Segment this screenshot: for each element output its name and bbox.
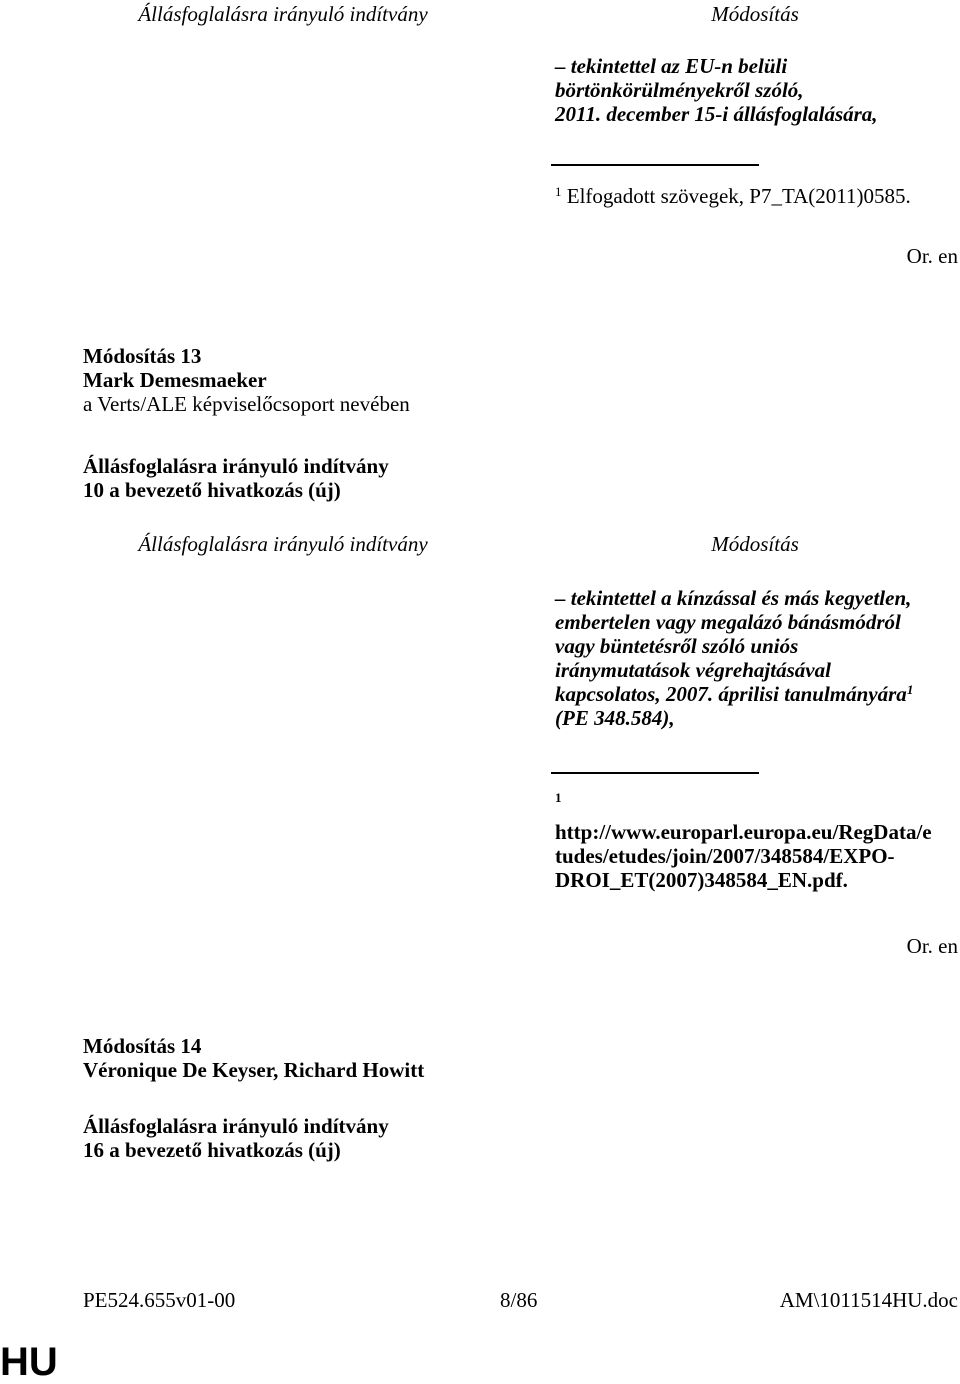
text-line: iránymutatások végrehajtásával — [555, 658, 831, 682]
document-reference: Állásfoglalásra irányuló indítvány — [83, 454, 389, 478]
citation-reference: 10 a bevezető hivatkozás (új) — [83, 478, 341, 502]
original-language: Or. en — [906, 934, 958, 958]
text-line: vagy büntetésről szóló uniós — [555, 634, 799, 658]
text-line-with-note — [555, 682, 913, 706]
text-line: – tekintettel a kínzással és más kegyetlen, — [555, 586, 912, 610]
text-line: (PE 348.584), — [555, 706, 675, 730]
column-header-amendment: Módosítás — [711, 532, 799, 556]
footnote — [555, 184, 911, 208]
footer-page-number: 8/86 — [500, 1288, 538, 1312]
footnote-line: tudes/etudes/join/2007/348584/EXPO- — [555, 844, 895, 868]
amendment-14-reference — [83, 1114, 389, 1162]
column-header-motion: Állásfoglalásra irányuló indítvány — [138, 2, 428, 26]
footnote-separator — [551, 772, 759, 774]
document-reference: Állásfoglalásra irányuló indítvány — [83, 1114, 389, 1138]
footnote-mark-line — [555, 790, 562, 814]
amendment-14-header — [83, 1034, 424, 1082]
footnote-text — [555, 820, 932, 892]
column-header-amendment: Módosítás — [711, 2, 799, 26]
amendment-author: Mark Demesmaeker — [83, 368, 267, 392]
amendment-13-reference — [83, 454, 389, 502]
amendment-13-header — [83, 344, 410, 416]
text-line: embertelen vagy megalázó bánásmódról — [555, 610, 901, 634]
amendment-text — [555, 54, 878, 126]
footnote-reference: 1 — [906, 682, 914, 697]
text-line: kapcsolatos, 2007. áprilisi tanulmányára — [555, 682, 907, 706]
amendment-title: Módosítás 13 — [83, 344, 202, 368]
column-header-motion: Állásfoglalásra irányuló indítvány — [138, 532, 428, 556]
footnote-line: http://www.europarl.europa.eu/RegData/e — [555, 820, 932, 844]
original-language: Or. en — [906, 244, 958, 268]
footnote-mark: 1 — [555, 184, 562, 199]
footer-file-name: AM\1011514HU.doc — [779, 1288, 958, 1312]
footer-doc-id: PE524.655v01-00 — [83, 1288, 236, 1312]
text-line: – tekintettel az EU-n belüli — [555, 54, 788, 78]
amendment-text — [555, 586, 913, 730]
footnote-line: DROI_ET(2007)348584_EN.pdf. — [555, 868, 848, 892]
footnote-separator — [551, 164, 759, 166]
footnote-mark: 1 — [555, 790, 562, 805]
language-code: HU — [0, 1340, 58, 1384]
political-group: a Verts/ALE képviselőcsoport nevében — [83, 392, 410, 416]
amendment-title: Módosítás 14 — [83, 1034, 202, 1058]
footnote-text: Elfogadott szövegek, P7_TA(2011)0585. — [566, 184, 911, 208]
citation-reference: 16 a bevezető hivatkozás (új) — [83, 1138, 341, 1162]
text-line: 2011. december 15-i állásfoglalására, — [555, 102, 878, 126]
amendment-authors: Véronique De Keyser, Richard Howitt — [83, 1058, 425, 1082]
text-line: börtönkörülményekről szóló, — [555, 78, 804, 102]
